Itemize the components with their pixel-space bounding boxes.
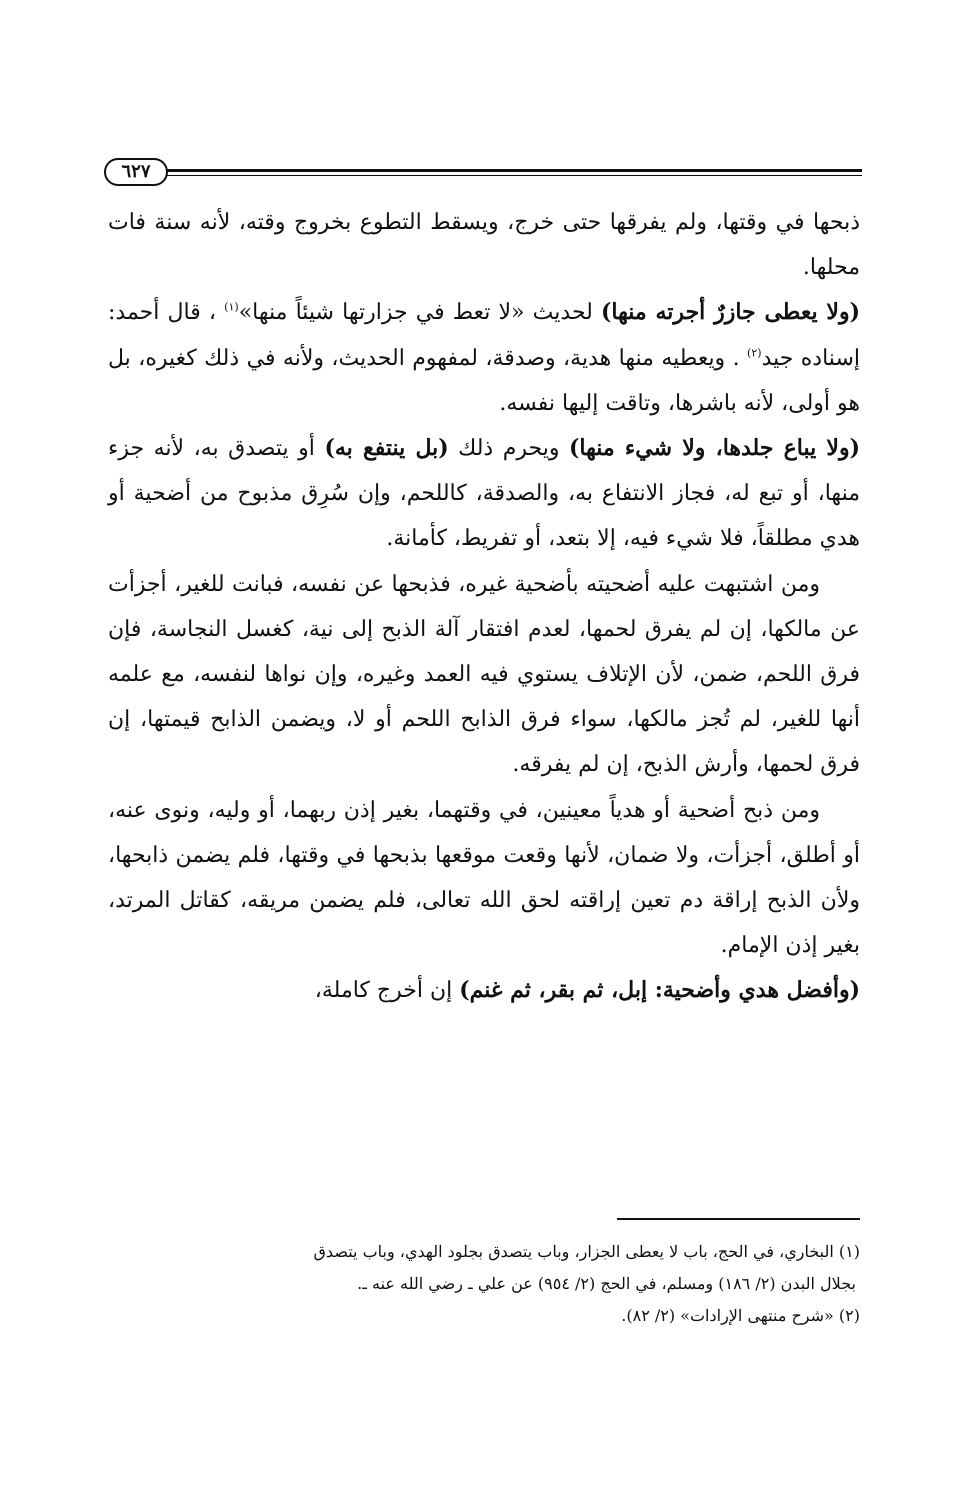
paragraph-text: لحديث «لا تعط في جزارتها شيئاً منها»: [238, 300, 602, 326]
paragraph-text: أو يتصدق به، لأنه جزء منها، أو تبع له، فجاز الانتفاع به، والصدقة، كاللحم، وإن سُرِق مذبوح من أضحية أو هدي مطلقاً، فلا شيء فيه، إلا بتعد، أو تفريط، كأمانة.: [108, 436, 860, 552]
header-rule-thin: [162, 175, 862, 176]
paragraph-2: [108, 290, 860, 426]
paragraph-1: ذبحها في وقتها، ولم يفرقها حتى خرج، ويسقط التطوع بخروج وقته، لأنه سنة فات محلها.: [108, 210, 860, 281]
footnote-ref-1: (١): [224, 301, 239, 315]
header-rule-thick: [162, 169, 862, 172]
footnote-2: (٢) «شرح منتهى الإرادات» (٢/ ٨٢).: [621, 1306, 860, 1325]
page-number: ٦٢٧: [104, 158, 168, 186]
paragraph-text: ، قال أحمد: إسناده جيد: [108, 300, 860, 371]
paragraph-3: [108, 426, 860, 562]
matn-text: (ولا يعطى جازرٌ أجرته منها): [601, 299, 860, 326]
paragraph-text: . ويعطيه منها هدية، وصدقة، لمفهوم الحديث، ولأنه في ذلك كغيره، بل هو أولى، لأنه باشرها، وتاقت إليها نفسه.: [108, 345, 860, 416]
paragraph-text: ويحرم ذلك: [448, 436, 570, 462]
footnote-1: (١) البخاري، في الحج، باب لا يعطى الجزار، وباب يتصدق بجلود الهدي، وباب يتصدق: [313, 1242, 860, 1261]
matn-text: (ولا يباع جلدها، ولا شيء منها): [569, 435, 861, 462]
paragraph-5: ومن ذبح أضحية أو هدياً معينين، في وقتهما، بغير إذن ربهما، أو وليه، ونوى عنه، أو أطلق، أجزأت، ولا ضمان، لأنها وقعت موقعها بذبحها في وقتها، فلم يضمن ذابحها، ولأن الذبح إراقة دم تعين إراقته لحق الله تعالى، فلم يضمن مريقه، كقاتل المرتد، بغير إذن الإمام.: [108, 797, 860, 959]
page-header: [102, 158, 862, 188]
footnotes: [108, 1236, 860, 1332]
paragraph-text: إن أخرج كاملة،: [314, 978, 460, 1004]
paragraph-4: ومن اشتبهت عليه أضحيته بأضحية غيره، فذبحها عن نفسه، فبانت للغير، أجزأت عن مالكها، إن لم يفرق لحمها، لعدم افتقار آلة الذبح إلى نية، كغسل النجاسة، فإن فرق اللحم، ضمن، لأن الإتلاف يستوي فيه العمد وغيره، وإن نواها لنفسه، مع علمه أنها للغير، لم تُجز مالكها، سواء فرق الذابح اللحم أو لا، ويضمن الذابح قيمتها، إن فرق لحمها، وأرش الذبح، إن لم يفرقه.: [108, 571, 860, 778]
paragraph-6: [108, 968, 860, 1013]
main-text: [108, 200, 860, 1014]
footnote-1-continued: بجلال البدن (٢/ ١٨٦) ومسلم، في الحج (٢/ ٩٥٤) عن علي ـ رضي الله عنه ـ.: [357, 1274, 856, 1293]
footnote-ref-2: (٢): [747, 346, 762, 360]
matn-text: (وأفضل هدي وأضحية: إبل، ثم بقر، ثم غنم): [459, 977, 860, 1004]
footnote-separator: [617, 1218, 860, 1220]
matn-text: (بل ينتفع به): [324, 435, 449, 462]
